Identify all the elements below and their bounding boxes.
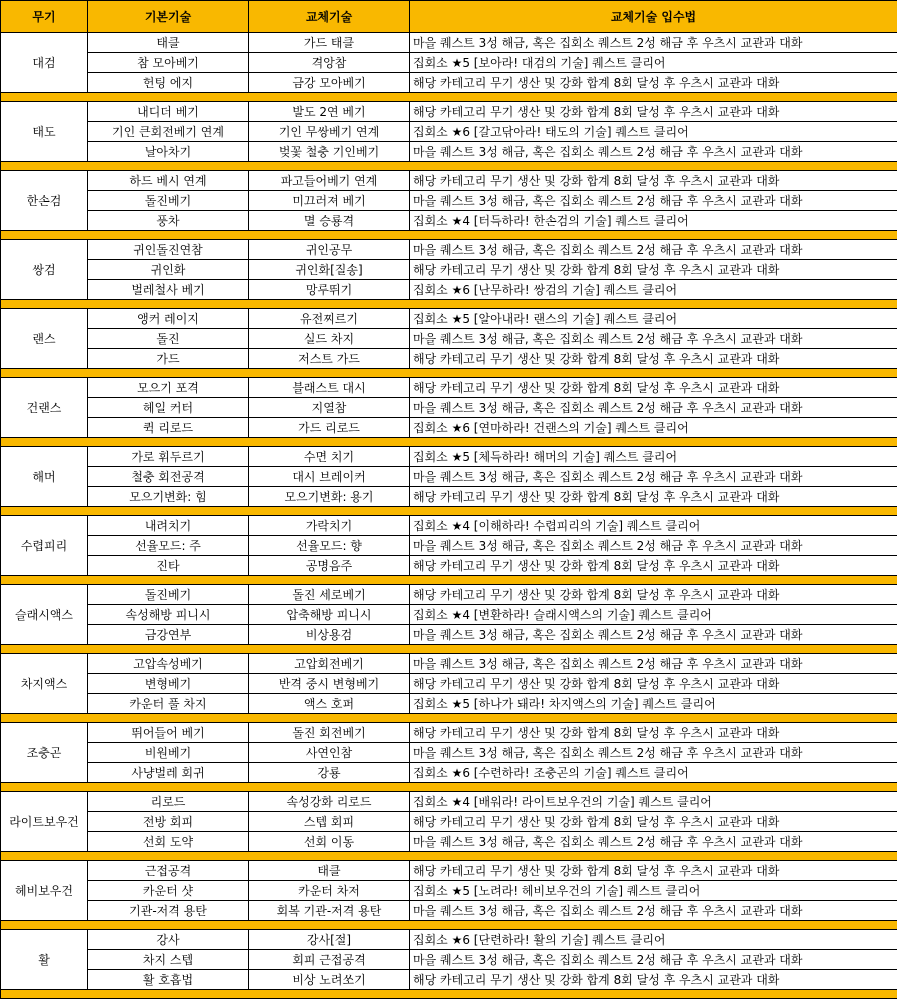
table-row <box>1 447 897 467</box>
table-row <box>1 102 897 122</box>
table-row <box>1 654 897 674</box>
replacement-skill-cell: 압축해방 피니시 <box>249 605 410 625</box>
replacement-skill-cell: 스텝 회피 <box>249 812 410 832</box>
group-separator <box>1 300 897 309</box>
base-skill-cell: 가로 휘두르기 <box>88 447 249 467</box>
acquisition-cell: 해당 카테고리 무기 생산 및 강화 합계 8회 달성 후 우츠시 교관과 대화 <box>410 487 897 507</box>
group-separator <box>1 438 897 447</box>
acquisition-cell: 집회소 ★6 [단련하라! 활의 기술] 퀘스트 클리어 <box>410 930 897 950</box>
acquisition-cell: 집회소 ★6 [난무하라! 쌍검의 기술] 퀘스트 클리어 <box>410 280 897 300</box>
table-row <box>1 378 897 398</box>
acquisition-cell: 집회소 ★4 [배워라! 라이트보우건의 기술] 퀘스트 클리어 <box>410 792 897 812</box>
replacement-skill-cell: 선율모드: 향 <box>249 536 410 556</box>
separator-cell <box>1 369 897 378</box>
acquisition-cell: 마을 퀘스트 3성 해금, 혹은 집회소 퀘스트 2성 해금 후 우츠시 교관과 대화 <box>410 191 897 211</box>
acquisition-cell: 마을 퀘스트 3성 해금, 혹은 집회소 퀘스트 2성 해금 후 우츠시 교관과 대화 <box>410 142 897 162</box>
table-row <box>1 73 897 93</box>
replacement-skill-cell: 파고들어베기 연계 <box>249 171 410 191</box>
base-skill-cell: 가드 <box>88 349 249 369</box>
base-skill-cell: 태클 <box>88 33 249 53</box>
separator-cell <box>1 990 897 999</box>
base-skill-cell: 카운터 풀 차지 <box>88 694 249 714</box>
base-skill-cell: 귀인돌진연참 <box>88 240 249 260</box>
separator-cell <box>1 645 897 654</box>
base-skill-cell: 전방 회피 <box>88 812 249 832</box>
base-skill-cell: 근접공격 <box>88 861 249 881</box>
table-row <box>1 240 897 260</box>
table-row <box>1 950 897 970</box>
acquisition-cell: 마을 퀘스트 3성 해금, 혹은 집회소 퀘스트 2성 해금 후 우츠시 교관과 대화 <box>410 743 897 763</box>
replacement-skill-cell: 벚꽃 철충 기인베기 <box>249 142 410 162</box>
base-skill-cell: 퀵 리로드 <box>88 418 249 438</box>
table-row <box>1 605 897 625</box>
replacement-skill-cell: 금강 모아베기 <box>249 73 410 93</box>
base-skill-cell: 풍차 <box>88 211 249 231</box>
table-row <box>1 812 897 832</box>
weapon-cell: 랜스 <box>1 309 88 369</box>
group-separator <box>1 162 897 171</box>
base-skill-cell: 뛰어들어 베기 <box>88 723 249 743</box>
header-row <box>1 1 897 33</box>
acquisition-cell: 마을 퀘스트 3성 해금, 혹은 집회소 퀘스트 2성 해금 후 우츠시 교관과 대화 <box>410 329 897 349</box>
base-skill-cell: 돌진베기 <box>88 585 249 605</box>
acquisition-cell: 집회소 ★5 [체득하라! 해머의 기술] 퀘스트 클리어 <box>410 447 897 467</box>
table-row <box>1 309 897 329</box>
table-row <box>1 398 897 418</box>
acquisition-cell: 해당 카테고리 무기 생산 및 강화 합계 8회 달성 후 우츠시 교관과 대화 <box>410 556 897 576</box>
replacement-skill-cell: 귀인화[질송] <box>249 260 410 280</box>
replacement-skill-cell: 모으기변화: 용기 <box>249 487 410 507</box>
acquisition-cell: 해당 카테고리 무기 생산 및 강화 합계 8회 달성 후 우츠시 교관과 대화 <box>410 102 897 122</box>
acquisition-cell: 해당 카테고리 무기 생산 및 강화 합계 8회 달성 후 우츠시 교관과 대화 <box>410 970 897 990</box>
table-row <box>1 723 897 743</box>
base-skill-cell: 모으기변화: 힘 <box>88 487 249 507</box>
weapon-cell: 태도 <box>1 102 88 162</box>
table-row <box>1 329 897 349</box>
base-skill-cell: 벌레철사 베기 <box>88 280 249 300</box>
acquisition-cell: 해당 카테고리 무기 생산 및 강화 합계 8회 달성 후 우츠시 교관과 대화 <box>410 73 897 93</box>
table-row <box>1 763 897 783</box>
base-skill-cell: 활 호흡법 <box>88 970 249 990</box>
table-row <box>1 674 897 694</box>
replacement-skill-cell: 회피 근접공격 <box>249 950 410 970</box>
weapon-cell: 차지액스 <box>1 654 88 714</box>
acquisition-cell: 마을 퀘스트 3성 해금, 혹은 집회소 퀘스트 2성 해금 후 우츠시 교관과 대화 <box>410 950 897 970</box>
replacement-skill-cell: 고압회전베기 <box>249 654 410 674</box>
weapon-cell: 헤비보우건 <box>1 861 88 921</box>
replacement-skill-cell: 수면 치기 <box>249 447 410 467</box>
base-skill-cell: 헌팅 에지 <box>88 73 249 93</box>
acquisition-cell: 마을 퀘스트 3성 해금, 혹은 집회소 퀘스트 2성 해금 후 우츠시 교관과 대화 <box>410 901 897 921</box>
group-separator <box>1 369 897 378</box>
replacement-skill-cell: 가드 태클 <box>249 33 410 53</box>
table-row <box>1 881 897 901</box>
acquisition-cell: 마을 퀘스트 3성 해금, 혹은 집회소 퀘스트 2성 해금 후 우츠시 교관과 대화 <box>410 832 897 852</box>
group-separator <box>1 990 897 999</box>
group-separator <box>1 921 897 930</box>
weapon-cell: 슬래시액스 <box>1 585 88 645</box>
table-row <box>1 487 897 507</box>
table-row <box>1 901 897 921</box>
separator-cell <box>1 300 897 309</box>
acquisition-cell: 집회소 ★4 [변환하라! 슬래시액스의 기술] 퀘스트 클리어 <box>410 605 897 625</box>
separator-cell <box>1 921 897 930</box>
base-skill-cell: 날아차기 <box>88 142 249 162</box>
separator-cell <box>1 93 897 102</box>
base-skill-cell: 강사 <box>88 930 249 950</box>
table-row <box>1 33 897 53</box>
table-row <box>1 792 897 812</box>
separator-cell <box>1 714 897 723</box>
replacement-skill-cell: 가드 리로드 <box>249 418 410 438</box>
group-separator <box>1 852 897 861</box>
replacement-skill-cell: 지열참 <box>249 398 410 418</box>
base-skill-cell: 변형베기 <box>88 674 249 694</box>
table-row <box>1 418 897 438</box>
acquisition-cell: 집회소 ★4 [이해하라! 수렵피리의 기술] 퀘스트 클리어 <box>410 516 897 536</box>
replacement-skill-cell: 회복 기관-저격 용탄 <box>249 901 410 921</box>
replacement-skill-cell: 격앙참 <box>249 53 410 73</box>
replacement-skill-cell: 발도 2연 베기 <box>249 102 410 122</box>
replacement-skill-cell: 속성강화 리로드 <box>249 792 410 812</box>
separator-cell <box>1 231 897 240</box>
replacement-skill-cell: 공명음주 <box>249 556 410 576</box>
replacement-skill-cell: 비상용검 <box>249 625 410 645</box>
group-separator <box>1 507 897 516</box>
base-skill-cell: 리로드 <box>88 792 249 812</box>
acquisition-cell: 마을 퀘스트 3성 해금, 혹은 집회소 퀘스트 2성 해금 후 우츠시 교관과 대화 <box>410 33 897 53</box>
base-skill-cell: 헤일 커터 <box>88 398 249 418</box>
weapon-cell: 해머 <box>1 447 88 507</box>
acquisition-cell: 마을 퀘스트 3성 해금, 혹은 집회소 퀘스트 2성 해금 후 우츠시 교관과 대화 <box>410 654 897 674</box>
table-row <box>1 122 897 142</box>
acquisition-cell: 집회소 ★5 [알아내라! 랜스의 기술] 퀘스트 클리어 <box>410 309 897 329</box>
base-skill-cell: 돌진베기 <box>88 191 249 211</box>
table-row <box>1 556 897 576</box>
acquisition-cell: 집회소 ★5 [하나가 돼라! 차지액스의 기술] 퀘스트 클리어 <box>410 694 897 714</box>
base-skill-cell: 철충 회전공격 <box>88 467 249 487</box>
table-row <box>1 260 897 280</box>
base-skill-cell: 하드 베시 연계 <box>88 171 249 191</box>
replacement-skill-cell: 강룡 <box>249 763 410 783</box>
acquisition-cell: 해당 카테고리 무기 생산 및 강화 합계 8회 달성 후 우츠시 교관과 대화 <box>410 723 897 743</box>
table-row <box>1 191 897 211</box>
replacement-skill-cell: 가락치기 <box>249 516 410 536</box>
base-skill-cell: 진타 <box>88 556 249 576</box>
base-skill-cell: 모으기 포격 <box>88 378 249 398</box>
group-separator <box>1 576 897 585</box>
group-separator <box>1 714 897 723</box>
replacement-skill-cell: 액스 호퍼 <box>249 694 410 714</box>
replacement-skill-cell: 유전찌르기 <box>249 309 410 329</box>
header-base-skill: 기본기술 <box>88 1 249 33</box>
base-skill-cell: 귀인화 <box>88 260 249 280</box>
base-skill-cell: 금강연부 <box>88 625 249 645</box>
acquisition-cell: 마을 퀘스트 3성 해금, 혹은 집회소 퀘스트 2성 해금 후 우츠시 교관과 대화 <box>410 398 897 418</box>
table-row <box>1 516 897 536</box>
weapon-cell: 활 <box>1 930 88 990</box>
replacement-skill-cell: 강사[절] <box>249 930 410 950</box>
table-row <box>1 467 897 487</box>
acquisition-cell: 해당 카테고리 무기 생산 및 강화 합계 8회 달성 후 우츠시 교관과 대화 <box>410 861 897 881</box>
base-skill-cell: 사냥벌레 회귀 <box>88 763 249 783</box>
replacement-skill-cell: 기인 무쌍베기 연계 <box>249 122 410 142</box>
table-row <box>1 585 897 605</box>
replacement-skill-cell: 실드 차지 <box>249 329 410 349</box>
weapon-cell: 라이트보우건 <box>1 792 88 852</box>
acquisition-cell: 집회소 ★4 [터득하라! 한손검의 기술] 퀘스트 클리어 <box>410 211 897 231</box>
table-row <box>1 861 897 881</box>
header-weapon: 무기 <box>1 1 88 33</box>
base-skill-cell: 고압속성베기 <box>88 654 249 674</box>
acquisition-cell: 집회소 ★6 [연마하라! 건랜스의 기술] 퀘스트 클리어 <box>410 418 897 438</box>
base-skill-cell: 기인 큰회전베기 연계 <box>88 122 249 142</box>
replacement-skill-cell: 돌진 세로베기 <box>249 585 410 605</box>
weapon-cell: 수렵피리 <box>1 516 88 576</box>
acquisition-cell: 해당 카테고리 무기 생산 및 강화 합계 8회 달성 후 우츠시 교관과 대화 <box>410 378 897 398</box>
table-row <box>1 211 897 231</box>
base-skill-cell: 돌진 <box>88 329 249 349</box>
base-skill-cell: 선회 도약 <box>88 832 249 852</box>
table-row <box>1 142 897 162</box>
acquisition-cell: 마을 퀘스트 3성 해금, 혹은 집회소 퀘스트 2성 해금 후 우츠시 교관과 대화 <box>410 467 897 487</box>
replacement-skill-cell: 사연인참 <box>249 743 410 763</box>
acquisition-cell: 집회소 ★5 [노려라! 헤비보우건의 기술] 퀘스트 클리어 <box>410 881 897 901</box>
replacement-skill-cell: 미끄러져 베기 <box>249 191 410 211</box>
group-separator <box>1 783 897 792</box>
table-row <box>1 53 897 73</box>
table-row <box>1 171 897 191</box>
table-row <box>1 536 897 556</box>
table-row <box>1 625 897 645</box>
weapon-cell: 건랜스 <box>1 378 88 438</box>
separator-cell <box>1 783 897 792</box>
group-separator <box>1 93 897 102</box>
acquisition-cell: 마을 퀘스트 3성 해금, 혹은 집회소 퀘스트 2성 해금 후 우츠시 교관과 대화 <box>410 240 897 260</box>
separator-cell <box>1 507 897 516</box>
base-skill-cell: 앵커 레이지 <box>88 309 249 329</box>
weapon-cell: 한손검 <box>1 171 88 231</box>
base-skill-cell: 선율모드: 주 <box>88 536 249 556</box>
replacement-skill-cell: 멸 승룡격 <box>249 211 410 231</box>
base-skill-cell: 비원베기 <box>88 743 249 763</box>
acquisition-cell: 해당 카테고리 무기 생산 및 강화 합계 8회 달성 후 우츠시 교관과 대화 <box>410 171 897 191</box>
table-row <box>1 930 897 950</box>
acquisition-cell: 해당 카테고리 무기 생산 및 강화 합계 8회 달성 후 우츠시 교관과 대화 <box>410 260 897 280</box>
acquisition-cell: 집회소 ★5 [보아라! 대검의 기술] 퀘스트 클리어 <box>410 53 897 73</box>
header-replacement-skill: 교체기술 <box>249 1 410 33</box>
replacement-skill-cell: 귀인공무 <box>249 240 410 260</box>
base-skill-cell: 속성해방 피니시 <box>88 605 249 625</box>
acquisition-cell: 마을 퀘스트 3성 해금, 혹은 집회소 퀘스트 2성 해금 후 우츠시 교관과 대화 <box>410 536 897 556</box>
base-skill-cell: 내려치기 <box>88 516 249 536</box>
table-row <box>1 832 897 852</box>
replacement-skill-cell: 태클 <box>249 861 410 881</box>
weapon-cell: 쌍검 <box>1 240 88 300</box>
table-row <box>1 280 897 300</box>
acquisition-cell: 집회소 ★6 [수련하라! 조충곤의 기술] 퀘스트 클리어 <box>410 763 897 783</box>
acquisition-cell: 마을 퀘스트 3성 해금, 혹은 집회소 퀘스트 2성 해금 후 우츠시 교관과 대화 <box>410 625 897 645</box>
base-skill-cell: 카운터 샷 <box>88 881 249 901</box>
base-skill-cell: 기관-저격 용탄 <box>88 901 249 921</box>
group-separator <box>1 231 897 240</box>
base-skill-cell: 차지 스텝 <box>88 950 249 970</box>
table-row <box>1 349 897 369</box>
acquisition-cell: 해당 카테고리 무기 생산 및 강화 합계 8회 달성 후 우츠시 교관과 대화 <box>410 349 897 369</box>
separator-cell <box>1 576 897 585</box>
replacement-skill-cell: 반격 중시 변형베기 <box>249 674 410 694</box>
table-row <box>1 694 897 714</box>
replacement-skill-cell: 망루뛰기 <box>249 280 410 300</box>
base-skill-cell: 참 모아베기 <box>88 53 249 73</box>
table-row <box>1 970 897 990</box>
replacement-skill-cell: 카운터 차저 <box>249 881 410 901</box>
acquisition-cell: 해당 카테고리 무기 생산 및 강화 합계 8회 달성 후 우츠시 교관과 대화 <box>410 585 897 605</box>
separator-cell <box>1 852 897 861</box>
acquisition-cell: 해당 카테고리 무기 생산 및 강화 합계 8회 달성 후 우츠시 교관과 대화 <box>410 812 897 832</box>
base-skill-cell: 내디더 베기 <box>88 102 249 122</box>
table-body <box>1 33 897 999</box>
replacement-skill-cell: 대시 브레이커 <box>249 467 410 487</box>
group-separator <box>1 645 897 654</box>
table-row <box>1 743 897 763</box>
replacement-skill-cell: 돌진 회전베기 <box>249 723 410 743</box>
weapon-cell: 조충곤 <box>1 723 88 783</box>
header-acquisition: 교체기술 입수법 <box>410 1 897 33</box>
acquisition-cell: 해당 카테고리 무기 생산 및 강화 합계 8회 달성 후 우츠시 교관과 대화 <box>410 674 897 694</box>
replacement-skill-cell: 블래스트 대시 <box>249 378 410 398</box>
replacement-skill-cell: 비상 노려쏘기 <box>249 970 410 990</box>
replacement-skill-cell: 저스트 가드 <box>249 349 410 369</box>
acquisition-cell: 집회소 ★6 [갈고닦아라! 태도의 기술] 퀘스트 클리어 <box>410 122 897 142</box>
separator-cell <box>1 162 897 171</box>
replacement-skill-cell: 선회 이동 <box>249 832 410 852</box>
separator-cell <box>1 438 897 447</box>
weapon-cell: 대검 <box>1 33 88 93</box>
